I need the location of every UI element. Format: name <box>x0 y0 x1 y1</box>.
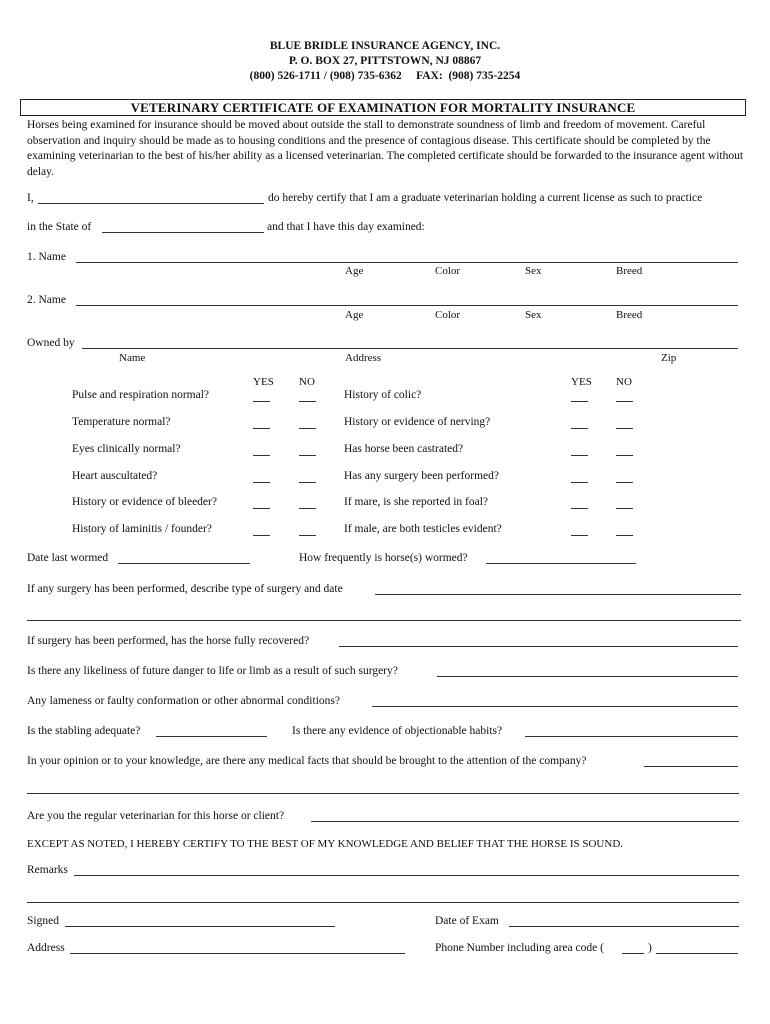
lameness-field[interactable] <box>372 706 738 707</box>
vet-name-field[interactable] <box>38 203 264 204</box>
worm-frequency-field[interactable] <box>486 563 636 564</box>
no-header-left: NO <box>299 376 315 388</box>
question-left-2: Temperature normal? <box>72 416 171 428</box>
surgery-recovered-field[interactable] <box>339 646 738 647</box>
habits-label: Is there any evidence of objectionable habits? <box>292 725 503 737</box>
address-label: Address <box>27 942 65 954</box>
regular-vet-field[interactable] <box>311 821 739 822</box>
answer-left-yes-1[interactable] <box>253 401 270 402</box>
state-label: in the State of <box>27 221 92 233</box>
surgery-describe-label: If any surgery has been performed, describe type of surgery and date <box>27 583 343 595</box>
answer-right-no-6[interactable] <box>616 535 633 536</box>
horse2-name-field[interactable] <box>76 305 738 306</box>
question-left-1: Pulse and respiration normal? <box>72 389 210 401</box>
owner-field[interactable] <box>82 348 738 349</box>
date-exam-field[interactable] <box>509 926 739 927</box>
question-left-3: Eyes clinically normal? <box>72 443 181 455</box>
signed-label: Signed <box>27 915 59 927</box>
answer-right-no-5[interactable] <box>616 508 633 509</box>
answer-right-yes-2[interactable] <box>571 428 588 429</box>
agency-phones: (800) 526-1711 / (908) 735-6362 FAX: (908) 735-2254 <box>249 70 521 82</box>
horse1-name-label: 1. Name <box>27 251 66 263</box>
certify-text: do hereby certify that I am a graduate veterinarian holding a current license as such to practice <box>268 192 703 204</box>
answer-right-yes-6[interactable] <box>571 535 588 536</box>
answer-right-no-3[interactable] <box>616 455 633 456</box>
yes-header-left: YES <box>253 376 274 388</box>
answer-left-yes-5[interactable] <box>253 508 270 509</box>
date-wormed-label: Date last wormed <box>27 552 109 564</box>
horse1-color-label: Color <box>435 265 461 277</box>
answer-right-no-1[interactable] <box>616 401 633 402</box>
surgery-describe-field[interactable] <box>375 594 741 595</box>
owner-label: Owned by <box>27 337 75 349</box>
horse2-name-label: 2. Name <box>27 294 66 306</box>
remarks-field[interactable] <box>74 875 739 876</box>
remarks-field-2[interactable] <box>27 902 739 903</box>
horse1-age-label: Age <box>345 265 364 277</box>
answer-right-yes-1[interactable] <box>571 401 588 402</box>
answer-right-no-4[interactable] <box>616 482 633 483</box>
surgery-danger-label: Is there any likeliness of future danger to life or limb as a result of such surgery? <box>27 665 398 677</box>
state-field[interactable] <box>102 232 264 233</box>
answer-right-yes-5[interactable] <box>571 508 588 509</box>
phone-number-field[interactable] <box>656 953 738 954</box>
question-right-4: Has any surgery been performed? <box>344 470 499 482</box>
phone-close-paren: ) <box>648 942 652 954</box>
address-field[interactable] <box>70 953 405 954</box>
owner-name-sub: Name <box>119 352 146 364</box>
answer-left-no-2[interactable] <box>299 428 316 429</box>
regular-vet-label: Are you the regular veterinarian for this horse or client? <box>27 810 285 822</box>
medical-facts-field[interactable] <box>644 766 738 767</box>
agency-address: P. O. BOX 27, PITTSTOWN, NJ 08867 <box>288 55 482 67</box>
answer-left-no-3[interactable] <box>299 455 316 456</box>
answer-left-yes-6[interactable] <box>253 535 270 536</box>
answer-right-no-2[interactable] <box>616 428 633 429</box>
surgery-recovered-label: If surgery has been performed, has the horse fully recovered? <box>27 635 310 647</box>
lameness-label: Any lameness or faulty conformation or other abnormal conditions? <box>27 695 340 707</box>
answer-left-no-5[interactable] <box>299 508 316 509</box>
form-title: VETERINARY CERTIFICATE OF EXAMINATION FOR MORTALITY INSURANCE <box>130 100 636 115</box>
answer-left-no-6[interactable] <box>299 535 316 536</box>
question-right-2: History or evidence of nerving? <box>344 416 491 428</box>
medical-facts-label: In your opinion or to your knowledge, are there any medical facts that should be brought to the attention of the company? <box>27 755 587 767</box>
i-label: I, <box>27 192 34 204</box>
no-header-right: NO <box>616 376 632 388</box>
question-left-5: History or evidence of bleeder? <box>72 496 217 508</box>
date-wormed-field[interactable] <box>118 563 250 564</box>
owner-zip-sub: Zip <box>661 352 677 364</box>
surgery-describe-field-2[interactable] <box>27 620 741 621</box>
phone-label: Phone Number including area code ( <box>435 942 604 954</box>
medical-facts-field-2[interactable] <box>27 793 739 794</box>
answer-right-yes-4[interactable] <box>571 482 588 483</box>
question-left-4: Heart auscultated? <box>72 470 158 482</box>
horse1-breed-label: Breed <box>616 265 643 277</box>
horse2-sex-label: Sex <box>525 309 542 321</box>
date-exam-label: Date of Exam <box>435 915 499 927</box>
remarks-label: Remarks <box>27 864 68 876</box>
habits-field[interactable] <box>525 736 738 737</box>
stabling-field[interactable] <box>156 736 267 737</box>
examined-text: and that I have this day examined: <box>267 221 425 233</box>
owner-address-sub: Address <box>345 352 382 364</box>
answer-left-yes-3[interactable] <box>253 455 270 456</box>
stabling-label: Is the stabling adequate? <box>27 725 141 737</box>
yes-header-right: YES <box>571 376 592 388</box>
answer-left-yes-2[interactable] <box>253 428 270 429</box>
area-code-field[interactable] <box>622 953 644 954</box>
question-right-1: History of colic? <box>344 389 422 401</box>
question-left-6: History of laminitis / founder? <box>72 523 212 535</box>
horse1-sex-label: Sex <box>525 265 542 277</box>
surgery-danger-field[interactable] <box>437 676 738 677</box>
worm-frequency-label: How frequently is horse(s) wormed? <box>299 552 468 564</box>
horse2-breed-label: Breed <box>616 309 643 321</box>
signed-field[interactable] <box>65 926 335 927</box>
intro-paragraph: Horses being examined for insurance should be moved about outside the stall to demonstrate soundness of limb and freedom of movement. Careful observation and inquiry should be made as to housing conditions and the presence of contagious disease. This certificate should be completed by the examining veterinarian to the best of his/her ability as a licensed veterinarian. The completed certificate should be forwarded to the insurance agent without delay. <box>27 119 744 178</box>
answer-right-yes-3[interactable] <box>571 455 588 456</box>
horse2-color-label: Color <box>435 309 461 321</box>
answer-left-yes-4[interactable] <box>253 482 270 483</box>
question-right-5: If mare, is she reported in foal? <box>344 496 489 508</box>
question-right-6: If male, are both testicles evident? <box>344 523 502 535</box>
except-noted-statement: EXCEPT AS NOTED, I HEREBY CERTIFY TO THE BEST OF MY KNOWLEDGE AND BELIEF THAT THE HORSE IS SOUND. <box>27 838 624 850</box>
answer-left-no-4[interactable] <box>299 482 316 483</box>
horse1-name-field[interactable] <box>76 262 738 263</box>
question-right-3: Has horse been castrated? <box>344 443 464 455</box>
horse2-age-label: Age <box>345 309 364 321</box>
answer-left-no-1[interactable] <box>299 401 316 402</box>
agency-name: BLUE BRIDLE INSURANCE AGENCY, INC. <box>269 40 501 52</box>
